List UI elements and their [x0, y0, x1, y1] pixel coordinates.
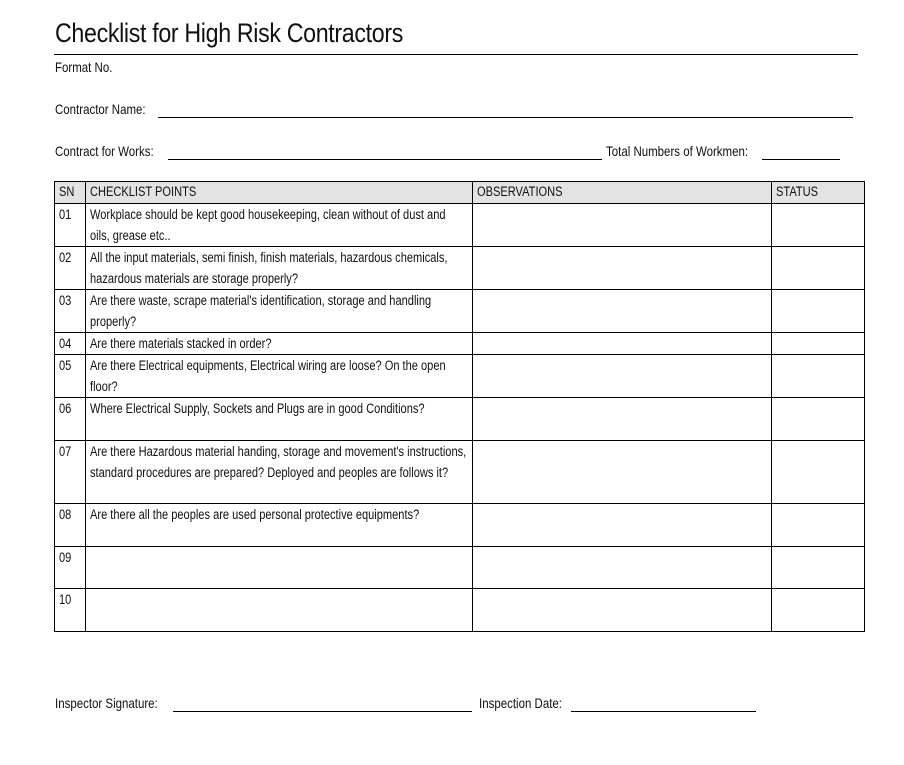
- row-observation-cell[interactable]: [473, 441, 772, 504]
- row-status-cell[interactable]: [772, 355, 865, 398]
- row-status-cell[interactable]: [772, 589, 865, 632]
- row-status-cell[interactable]: [772, 504, 865, 547]
- row-status-cell[interactable]: [772, 398, 865, 441]
- title-underline: [54, 54, 858, 55]
- row-status-cell[interactable]: [772, 290, 865, 333]
- contract-for-works-label: Contract for Works:: [55, 143, 154, 159]
- table-row: [55, 290, 865, 333]
- row-sn: 04: [55, 333, 86, 355]
- table-row: [55, 504, 865, 547]
- row-checklist-point[interactable]: [86, 547, 473, 589]
- table-row: [55, 589, 865, 632]
- header-sn: SN: [55, 182, 86, 204]
- row-checklist-point: Where Electrical Supply, Sockets and Plugs are in good Conditions?: [86, 398, 473, 441]
- table-row: [55, 547, 865, 589]
- row-sn: 10: [55, 589, 86, 632]
- inspection-date-label: Inspection Date:: [479, 695, 562, 711]
- row-status-cell[interactable]: [772, 441, 865, 504]
- row-observation-cell[interactable]: [473, 333, 772, 355]
- row-checklist-point: Are there all the peoples are used personal protective equipments?: [86, 504, 473, 547]
- row-observation-cell[interactable]: [473, 355, 772, 398]
- total-workmen-label: Total Numbers of Workmen:: [606, 143, 749, 159]
- contractor-name-label: Contractor Name:: [55, 101, 146, 117]
- row-observation-cell[interactable]: [473, 504, 772, 547]
- header-observations: OBSERVATIONS: [473, 182, 772, 204]
- row-checklist-point: All the input materials, semi finish, finish materials, hazardous chemicals, hazardous materials are storage properly?: [86, 247, 473, 290]
- row-checklist-point[interactable]: [86, 589, 473, 632]
- row-sn: 03: [55, 290, 86, 333]
- row-checklist-point: Are there waste, scrape material's identification, storage and handling properly?: [86, 290, 473, 333]
- table-row: [55, 333, 865, 355]
- row-checklist-point: Are there Electrical equipments, Electrical wiring are loose? On the open floor?: [86, 355, 473, 398]
- table-row: [55, 355, 865, 398]
- row-status-cell[interactable]: [772, 204, 865, 247]
- row-status-cell[interactable]: [772, 247, 865, 290]
- row-checklist-point: Are there materials stacked in order?: [86, 333, 473, 355]
- inspector-signature-label: Inspector Signature:: [55, 695, 158, 711]
- row-observation-cell[interactable]: [473, 547, 772, 589]
- format-number-label: Format No.: [55, 59, 113, 75]
- page-title: Checklist for High Risk Contractors: [55, 18, 403, 48]
- table-row: [55, 204, 865, 247]
- inspection-date-field[interactable]: [571, 711, 756, 712]
- inspector-signature-field[interactable]: [173, 711, 472, 712]
- row-observation-cell[interactable]: [473, 204, 772, 247]
- row-observation-cell[interactable]: [473, 290, 772, 333]
- row-observation-cell[interactable]: [473, 398, 772, 441]
- row-status-cell[interactable]: [772, 333, 865, 355]
- header-status: STATUS: [772, 182, 865, 204]
- row-status-cell[interactable]: [772, 547, 865, 589]
- row-sn: 09: [55, 547, 86, 589]
- row-sn: 06: [55, 398, 86, 441]
- row-sn: 07: [55, 441, 86, 504]
- row-checklist-point: Are there Hazardous material handing, storage and movement's instructions, standard procedures are prepared? Deployed and peoples are follows it?: [86, 441, 473, 504]
- total-workmen-field[interactable]: [762, 159, 840, 160]
- contractor-name-field[interactable]: [158, 117, 853, 118]
- checklist-table: [54, 181, 865, 632]
- row-sn: 08: [55, 504, 86, 547]
- table-row: [55, 441, 865, 504]
- table-row: [55, 247, 865, 290]
- table-row: [55, 398, 865, 441]
- table-header-row: [55, 182, 865, 204]
- row-observation-cell[interactable]: [473, 247, 772, 290]
- header-checklist-points: CHECKLIST POINTS: [86, 182, 473, 204]
- row-sn: 05: [55, 355, 86, 398]
- row-sn: 01: [55, 204, 86, 247]
- row-checklist-point: Workplace should be kept good housekeeping, clean without of dust and oils, grease etc..: [86, 204, 473, 247]
- contract-for-works-field[interactable]: [168, 159, 602, 160]
- row-sn: 02: [55, 247, 86, 290]
- row-observation-cell[interactable]: [473, 589, 772, 632]
